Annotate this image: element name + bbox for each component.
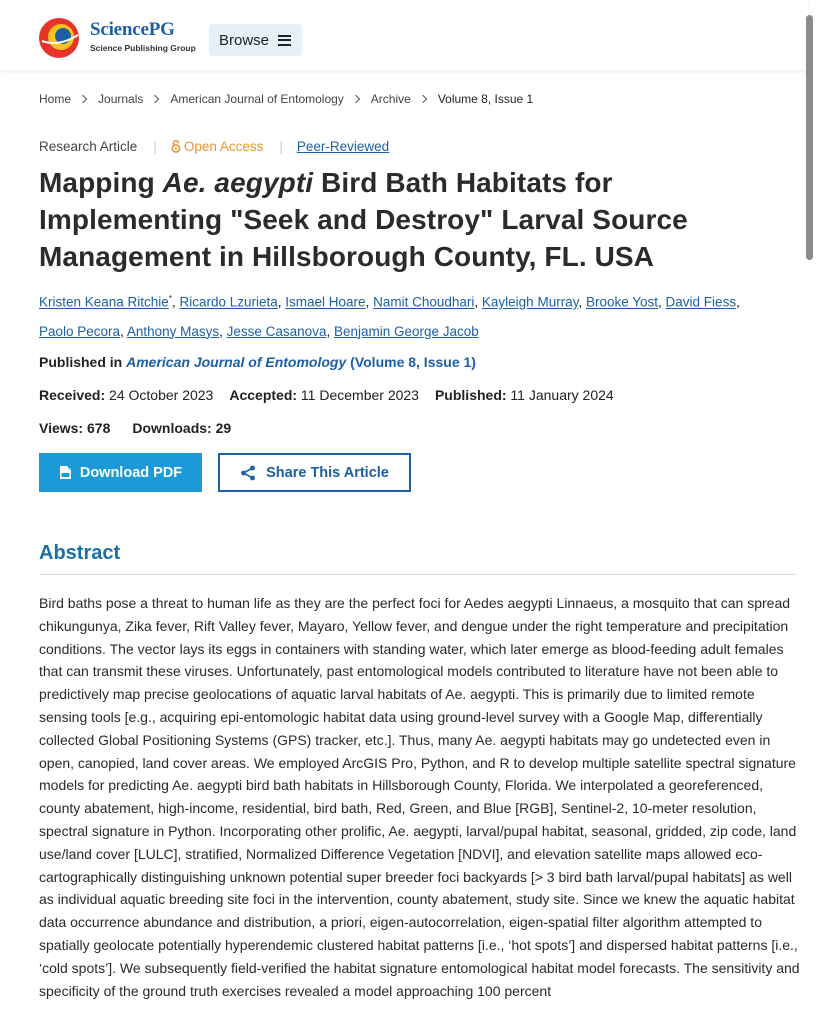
divider: | (153, 139, 157, 154)
abstract-heading: Abstract (39, 542, 121, 564)
divider: | (279, 139, 283, 154)
author-link[interactable]: Kristen Keana Ritchie (39, 294, 169, 310)
views-value: 678 (87, 420, 111, 436)
chevron-right-icon (419, 95, 427, 103)
received-date (39, 387, 213, 403)
open-lock-icon (171, 140, 181, 153)
open-access-badge (171, 139, 264, 154)
published-in (39, 354, 476, 370)
breadcrumb-journal[interactable]: American Journal of Entomology (170, 92, 344, 106)
author-link[interactable]: Kayleigh Murray (481, 294, 579, 310)
hamburger-menu-icon (278, 35, 291, 46)
views-stat (39, 420, 110, 436)
article-stats (39, 420, 253, 436)
download-pdf-label: Download PDF (79, 464, 183, 481)
open-access-label: Open Access (183, 139, 264, 154)
author-link[interactable]: David Fiess (665, 294, 737, 310)
author-link[interactable]: Jesse Casanova (226, 323, 327, 339)
abstract-text: Bird baths pose a threat to human life as they are the perfect foci for Aedes aegypti Linnaeus, a mosquito that can spread chikungunya, Zika fever, Rift Valley fever, Mayaro, Yellow fever, and dengue under the right temperature and precipitation conditions. The vector lays its eggs in containers with standing water, which later emerge as blood-feeding adult females that can transmit these viruses. Unfortunately, past entomological models contributed to literature have not been able to predictively map precise geolocations of aquatic larval habitats of Ae. aegypti. This is primarily due to limited remote sensing tools [e.g., acquiring epi-entomologic habitat data using ground-level survey with a Google Map, differentially collected Global Positioning Systems (GPS) tracker, etc.]. Thus, many Ae. aegypti habitats may go undetected even in open, canopied, land cover areas. We employed ArcGIS Pro, Python, and R to develop multiple satellite spectral signature models for predicting Ae. aegypti bird bath habitats in Hillsborough County, Florida. We interpolated a georeferenced, county abatement, high-income, residential, bird bath, Red, Green, and Blue [RGB], Sentinel-2, 10-meter resolution, spectral signature in Python. Incorporating other prolific, Ae. aegypti, larval/pupal habitat, seasonal, gridded, zip code, land use/land cover [LULC], stratified, Normalized Difference Vegetation [NDVI], and elevation satellite maps allowed eco-cartographically distinguishing unknown potential super breeder foci backyards [> 3 bird bath larval/pupal habitats] as well as individual aquatic breeding site foci in the intervention, county abatement, study site. Since we knew the aquatic habitat data occurrence abundance and distribution, a priori, eigen-autocorrelation, eigen-spatial filter algorithm attempted to spatially geolocate potentially hyperendemic clustered habitat patterns [i.e., ‘hot spots’] and dispersed habitat patterns [i.e., ‘cold spots’]. We subsequently field-verified the habitat signature entomological habitat model forecasts. The sensitivity and specificity of the ground truth exercises revealed a model approaching 100 percent (39, 595, 800, 999)
author-link[interactable]: Anthony Masys (126, 323, 220, 339)
chevron-right-icon (79, 95, 87, 103)
received-value: 24 October 2023 (109, 387, 214, 403)
breadcrumb (39, 92, 533, 106)
author-link[interactable]: Namit Choudhari (373, 294, 475, 310)
title-part: Bird Bath Habitats for Implementing "Seek and Destroy" Larval Source Management in Hillsborough County, FL. USA (39, 167, 688, 272)
corresponding-mark: * (168, 294, 172, 303)
downloads-value: 29 (215, 420, 232, 436)
share-article-button[interactable] (218, 453, 411, 492)
browse-label: Browse (219, 31, 270, 49)
journal-link[interactable]: American Journal of Entomology (126, 354, 347, 370)
site-header (0, 0, 808, 70)
accepted-value: 11 December 2023 (300, 387, 419, 403)
chevron-right-icon (151, 95, 159, 103)
article-type: Research Article (39, 139, 138, 154)
views-label: Views: (39, 420, 84, 436)
peer-reviewed-link[interactable]: Peer-Reviewed (296, 139, 390, 154)
downloads-stat (132, 420, 231, 436)
breadcrumb-journals[interactable]: Journals (98, 92, 144, 106)
brand-subtitle: Science Publishing Group (90, 43, 196, 53)
download-pdf-button[interactable] (39, 453, 202, 492)
breadcrumb-home[interactable]: Home (39, 92, 72, 106)
published-in-label: Published in (39, 354, 123, 370)
volume-paren-close: ) (471, 354, 476, 370)
author-link[interactable]: Benjamin George Jacob (333, 323, 479, 339)
received-label: Received: (39, 387, 106, 403)
title-species: Ae. aegypti (162, 167, 314, 198)
downloads-label: Downloads: (132, 420, 212, 436)
breadcrumb-archive[interactable]: Archive (370, 92, 411, 106)
share-icon (240, 465, 256, 481)
published-date (435, 387, 614, 403)
breadcrumb-current: Volume 8, Issue 1 (437, 92, 534, 106)
article-meta-row (39, 139, 389, 154)
pdf-file-icon (59, 465, 72, 480)
published-label: Published: (434, 387, 507, 403)
sciencepg-logo-icon[interactable] (38, 17, 80, 59)
article-dates (39, 387, 630, 403)
author-list: Kristen Keana Ritchie*, Ricardo Lzurieta, Ismael Hoare, Namit Choudhari, Kayleigh Murray, Brooke Yost, David Fiess, Paolo Pecora, Anthony Masys, Jesse Casanova, Benjamin George Jacob (39, 294, 740, 339)
author-link[interactable]: Brooke Yost (585, 294, 659, 310)
author-link[interactable]: Paolo Pecora (39, 323, 121, 339)
share-label: Share This Article (266, 464, 389, 481)
title-part: Mapping (39, 167, 163, 198)
accepted-label: Accepted: (229, 387, 298, 403)
accepted-date (229, 387, 419, 403)
volume-paren-open: ( (350, 354, 355, 370)
published-value: 11 January 2024 (510, 387, 614, 403)
abstract-divider (39, 574, 797, 575)
brand[interactable] (90, 20, 196, 53)
page-scrollbar[interactable] (806, 15, 813, 260)
author-link[interactable]: Ismael Hoare (285, 294, 366, 310)
browse-button[interactable] (209, 24, 302, 56)
chevron-right-icon (352, 95, 360, 103)
brand-name: SciencePG (90, 19, 175, 40)
author-link[interactable]: Ricardo Lzurieta (179, 294, 278, 310)
volume-link[interactable]: Volume 8, Issue 1 (354, 354, 472, 370)
page-title (39, 164, 789, 275)
